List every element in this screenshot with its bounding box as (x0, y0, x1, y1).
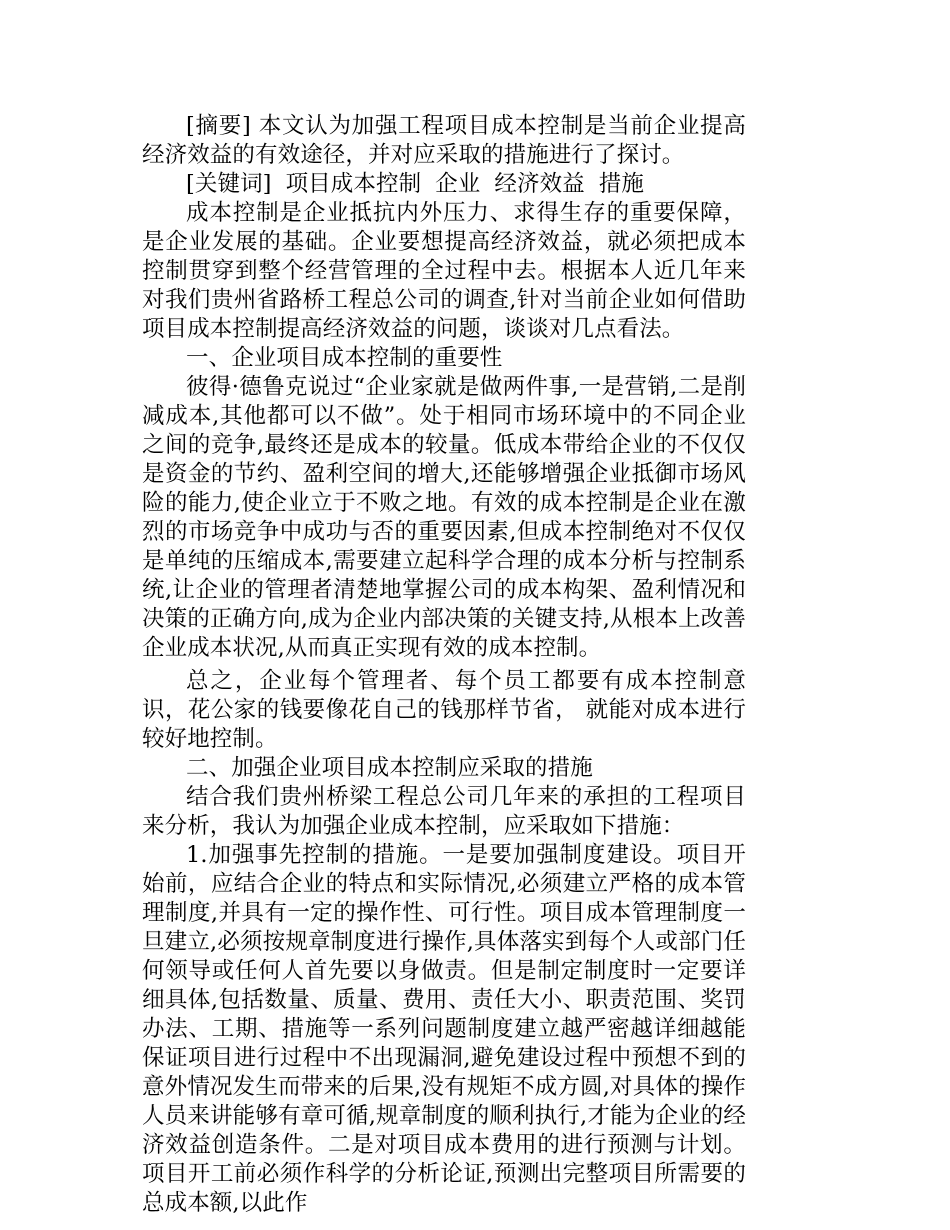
section-2-paragraph-1: 结合我们贵州桥梁工程总公司几年来的承担的工程项目来分析，我认为加强企业成本控制，应采取如下措施： (142, 784, 746, 839)
keyword: 企业 (435, 171, 481, 197)
abstract-text: 本文认为加强工程项目成本控制是当前企业提高经济效益的有效途径，并对应采取的措施进行了探讨。 (142, 113, 746, 168)
keyword: 经济效益 (494, 171, 585, 197)
section-1-paragraph-2: 总之，企业每个管理者、每个员工都要有成本控制意识，花公家的钱要像花自己的钱那样节省， 就能对成本进行较好地控制。 (142, 668, 746, 752)
abstract-label: [摘要] (186, 113, 251, 139)
keywords-label: [关键词] (186, 171, 272, 197)
section-2-item-1: 1.加强事先控制的措施。一是要加强制度建设。项目开始前，应结合企业的特点和实际情况,必须建立严格的成本管理制度,并具有一定的操作性、可行性。项目成本管理制度一旦建立,必须按规章制度进行操作,具体落实到每个人或部门任何领导或任何人首先要以身做责。但是制定制度时一定要详细具体,包括数量、质量、费用、责任大小、职责范围、奖罚办法、工期、措施等一系列问题制度建立越严密越详细越能保证项目进行过程中不出现漏洞,避免建设过程中预想不到的意外情况发生而带来的后果,没有规矩不成方圆,对具体的操作人员来讲能够有章可循,规章制度的顺利执行,才能为企业的经济效益创造条件。二是对项目成本费用的进行预测与计划。项目开工前必须作科学的分析论证,预测出完整项目所需要的总成本额,以此作 (142, 842, 746, 1216)
section-1-heading: 一、企业项目成本控制的重要性 (186, 345, 503, 371)
intro-paragraph: 成本控制是企业抵抗内外压力、求得生存的重要保障， 是企业发展的基础。企业要想提高经济效益，就必须把成本控制贯穿到整个经营管理的全过程中去。根据本人近几年来对我们贵州省路桥工程总公司的调查,针对当前企业如何借助项目成本控制提高经济效益的问题，谈谈对几点看法。 (142, 200, 746, 342)
keyword: 措施 (598, 171, 644, 197)
section-2-heading: 二、加强企业项目成本控制应采取的措施 (186, 755, 593, 781)
section-1-paragraph-1: 彼得·德鲁克说过“企业家就是做两件事,一是营销,二是削减成本,其他都可以不做”。处于相同市场环境中的不同企业之间的竞争,最终还是成本的较量。低成本带给企业的不仅仅是资金的节约、盈利空间的增大,还能够增强企业抵御市场风险的能力,使企业立于不败之地。有效的成本控制是企业在激烈的市场竞争中成功与否的重要因素,但成本控制绝对不仅仅是单纯的压缩成本,需要建立起科学合理的成本分析与控制系统,让企业的管理者清楚地掌握公司的成本构架、盈利情况和决策的正确方向,成为企业内部决策的关键支持,从根本上改善企业成本状况,从而真正实现有效的成本控制。 (142, 374, 746, 661)
document-body (142, 112, 746, 1218)
keywords-paragraph (142, 170, 746, 199)
abstract-paragraph (142, 112, 746, 170)
keyword: 项目成本控制 (285, 171, 422, 197)
